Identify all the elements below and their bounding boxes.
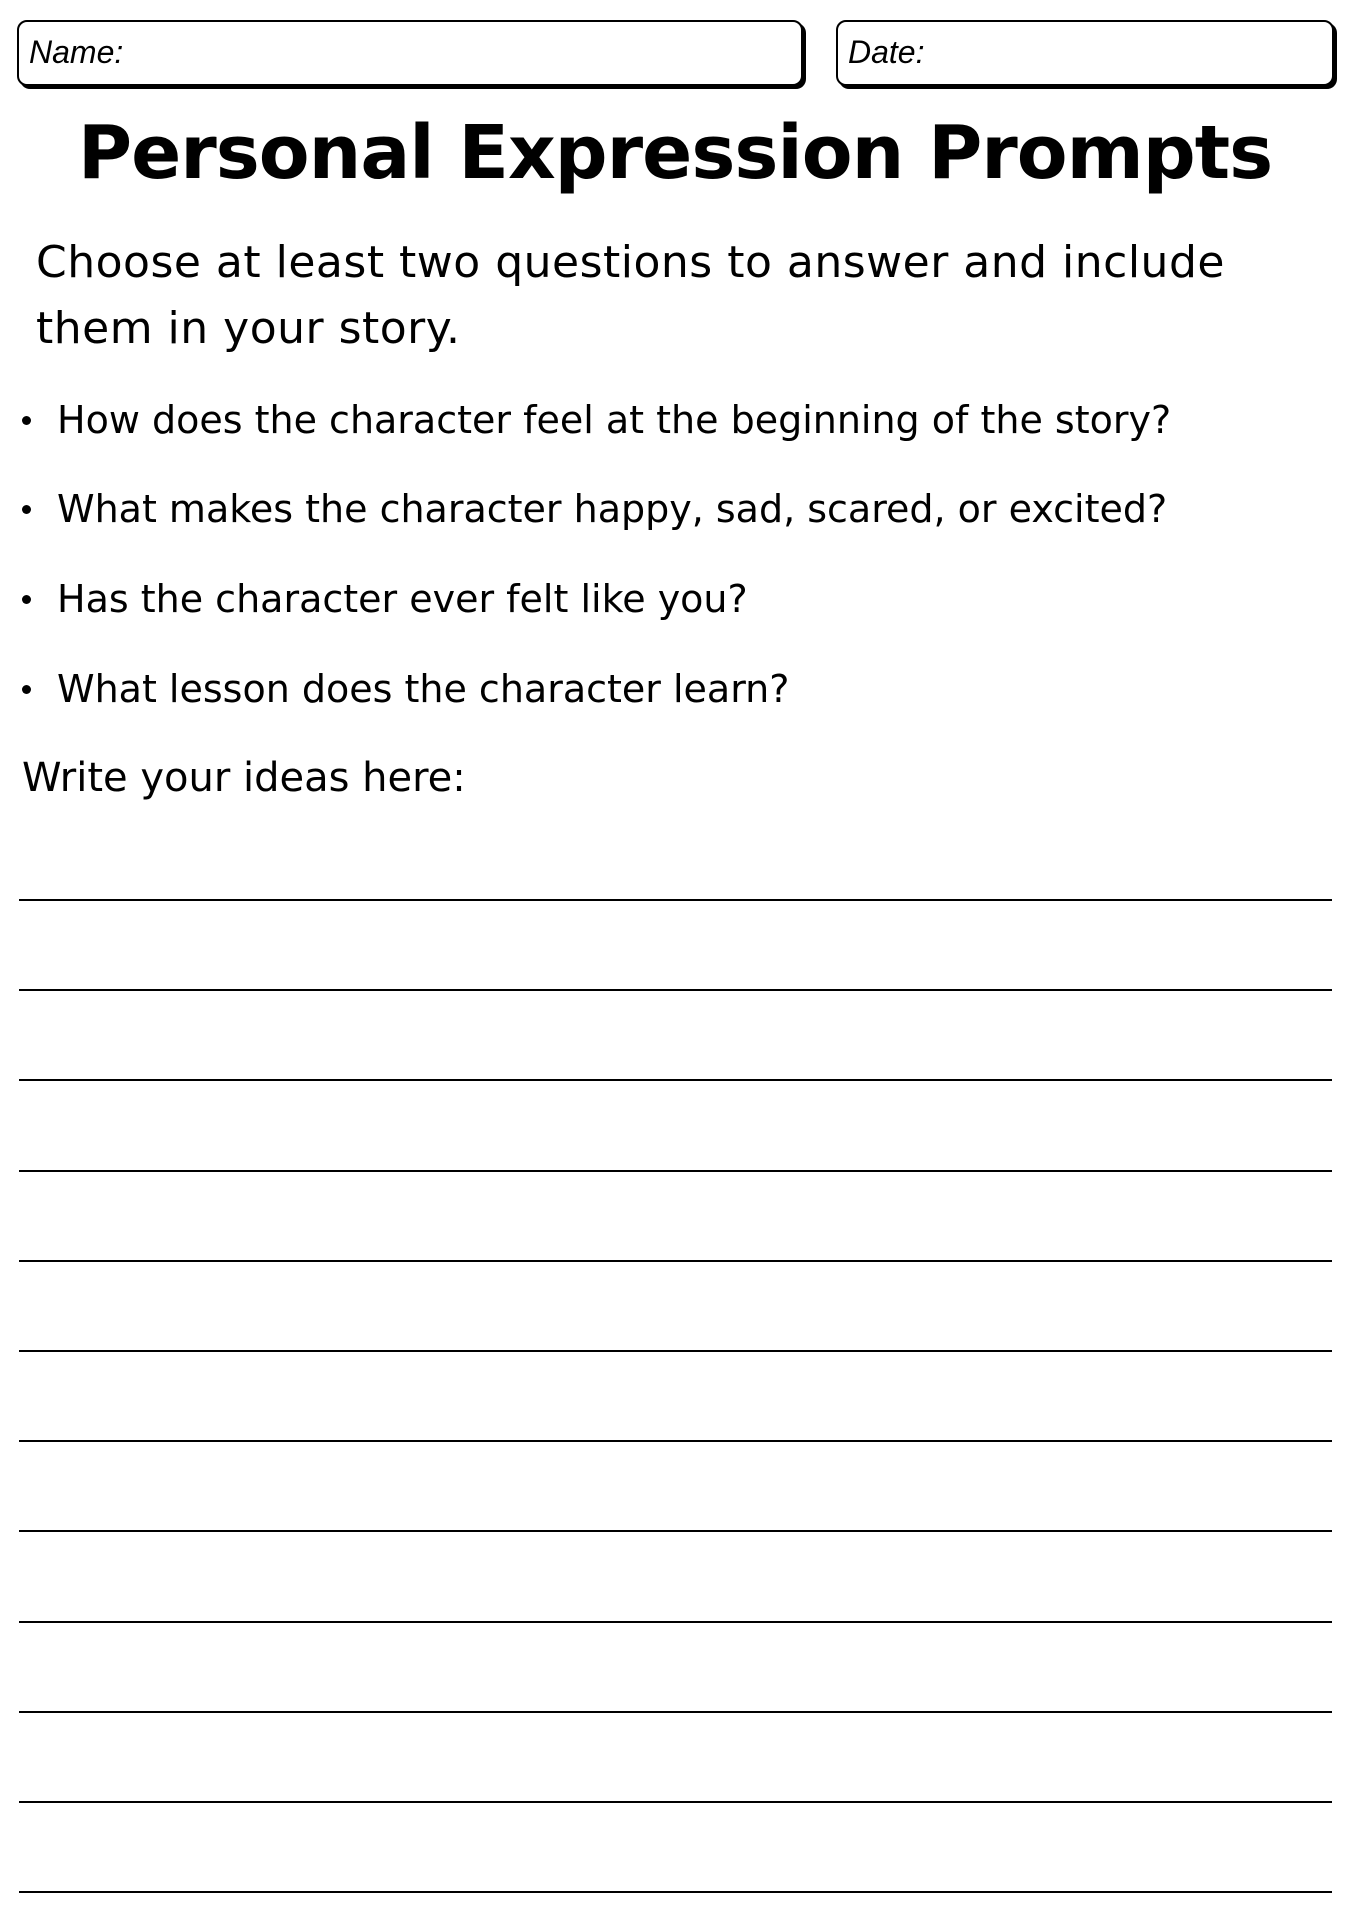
writing-line[interactable] bbox=[19, 1350, 1332, 1352]
page-title: Personal Expression Prompts bbox=[77, 110, 1273, 196]
writing-line[interactable] bbox=[19, 989, 1332, 991]
writing-line[interactable] bbox=[19, 1711, 1332, 1713]
writing-line[interactable] bbox=[19, 1530, 1332, 1532]
prompt-item bbox=[22, 667, 789, 711]
bullet-icon bbox=[22, 505, 31, 514]
date-label: Date: bbox=[848, 34, 925, 70]
writing-line[interactable] bbox=[19, 1801, 1332, 1803]
prompt-item bbox=[22, 487, 1167, 531]
name-label: Name: bbox=[29, 34, 124, 70]
bullet-icon bbox=[22, 416, 31, 425]
prompt-item bbox=[22, 577, 748, 621]
prompt-text: What lesson does the character learn? bbox=[57, 667, 790, 711]
prompt-item bbox=[22, 398, 1171, 442]
bullet-icon bbox=[22, 595, 31, 604]
writing-line[interactable] bbox=[19, 899, 1332, 901]
date-field[interactable] bbox=[836, 20, 1334, 86]
writing-line[interactable] bbox=[19, 1891, 1332, 1893]
writing-line[interactable] bbox=[19, 1079, 1332, 1081]
bullet-icon bbox=[22, 685, 31, 694]
name-field[interactable] bbox=[17, 20, 803, 86]
writing-line[interactable] bbox=[19, 1260, 1332, 1262]
prompt-text: How does the character feel at the beginning of the story? bbox=[57, 398, 1172, 442]
prompt-text: Has the character ever felt like you? bbox=[57, 577, 748, 621]
writing-line[interactable] bbox=[19, 1170, 1332, 1172]
write-label: Write your ideas here: bbox=[22, 755, 466, 801]
writing-line[interactable] bbox=[19, 1621, 1332, 1623]
instructions: Choose at least two questions to answer and include them in your story. bbox=[36, 237, 1225, 354]
writing-line[interactable] bbox=[19, 1440, 1332, 1442]
prompt-text: What makes the character happy, sad, scared, or excited? bbox=[57, 487, 1168, 531]
